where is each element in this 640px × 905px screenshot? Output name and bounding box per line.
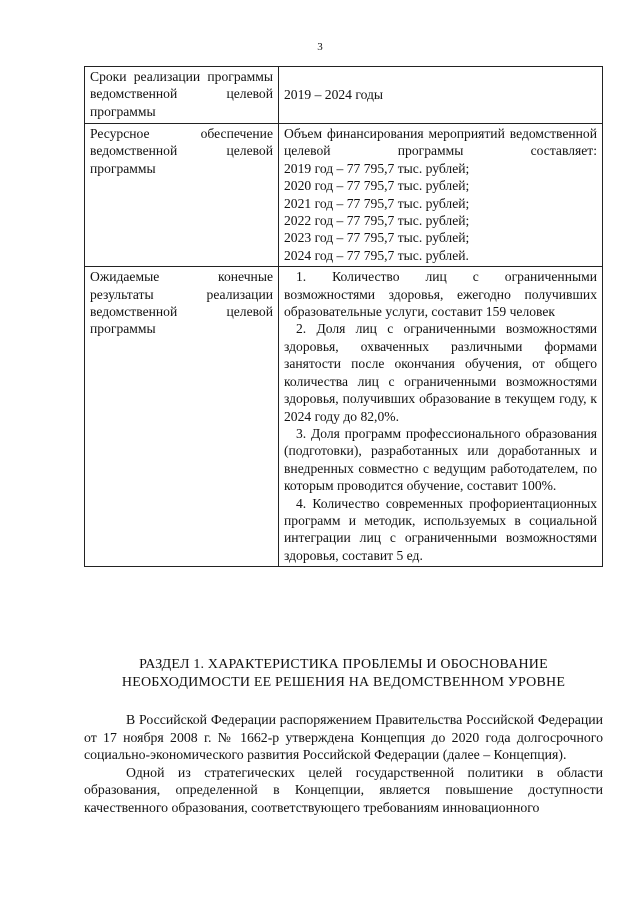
- funding-intro: Объем финансирования мероприятий ведомственной целевой программы составляет:: [284, 126, 597, 159]
- funding-year-2021: 2021 год – 77 795,7 тыс. рублей;: [284, 195, 470, 211]
- funding-year-2019: 2019 год – 77 795,7 тыс. рублей;: [284, 160, 470, 176]
- result-item-4: 4. Количество современных профориентационных программ и методик, используемых в социальной интеграции лиц с ограниченными возможностями здоровья, составит 5 ед.: [284, 495, 597, 563]
- paragraph-1: В Российской Федерации распоряжением Правительства Российской Федерации от 17 ноября 2008 г. № 1662-р утверждена Концепция до 2020 года долгосрочного социально-экономического развития Российской Федерации (далее – Концепция).: [84, 712, 603, 763]
- results-value: [279, 267, 603, 567]
- result-item-2: 2. Доля лиц с ограниченными возможностями здоровья, охваченных различными формами занятости после окончания обучения, от общего количества лиц с ограниченными возможностями здоровья, получивших образование в текущем году, к 2024 году до 82,0%.: [284, 321, 597, 424]
- terms-label: Сроки реализации программы ведомственной целевой программы: [85, 67, 279, 124]
- result-item-3: 3. Доля программ профессионального образования (подготовки), разработанных или доработанных и внедренных совместно с ведущим работодателем, по которым проводится обучение, составит 100%.: [284, 425, 597, 494]
- program-passport-table: [84, 66, 603, 567]
- funding-year-2020: 2020 год – 77 795,7 тыс. рублей;: [284, 178, 470, 194]
- section-title-line-1: РАЗДЕЛ 1. ХАРАКТЕРИСТИКА ПРОБЛЕМЫ И ОБОСНОВАНИЕ: [139, 657, 548, 672]
- paragraph-2: Одной из стратегических целей государственной политики в области образования, определенной в Концепции, является повышение доступности качественного образования, соответствующего требованиям инновационного: [84, 764, 603, 815]
- table-row-results: [85, 267, 603, 567]
- results-label: Ожидаемые конечные результаты реализации ведомственной целевой программы: [85, 267, 279, 567]
- section-body: [84, 711, 603, 817]
- funding-year-2022: 2022 год – 77 795,7 тыс. рублей;: [284, 213, 470, 229]
- result-item-1: 1. Количество лиц с ограниченными возможностями здоровья, ежегодно получивших образовательные услуги, составит 159 человек: [284, 269, 597, 320]
- funding-label: Ресурсное обеспечение ведомственной целевой программы: [85, 124, 279, 267]
- funding-year-2023: 2023 год – 77 795,7 тыс. рублей;: [284, 230, 470, 246]
- funding-value: [279, 124, 603, 267]
- funding-year-2024: 2024 год – 77 795,7 тыс. рублей.: [284, 247, 469, 263]
- table-row-funding: [85, 124, 603, 267]
- section-title: [84, 656, 603, 692]
- page-number: 3: [317, 41, 323, 53]
- section-title-line-2: НЕОБХОДИМОСТИ ЕЕ РЕШЕНИЯ НА ВЕДОМСТВЕННОМ УРОВНЕ: [121, 675, 566, 690]
- table-row-terms: [85, 67, 603, 124]
- terms-value: 2019 – 2024 годы: [279, 67, 603, 124]
